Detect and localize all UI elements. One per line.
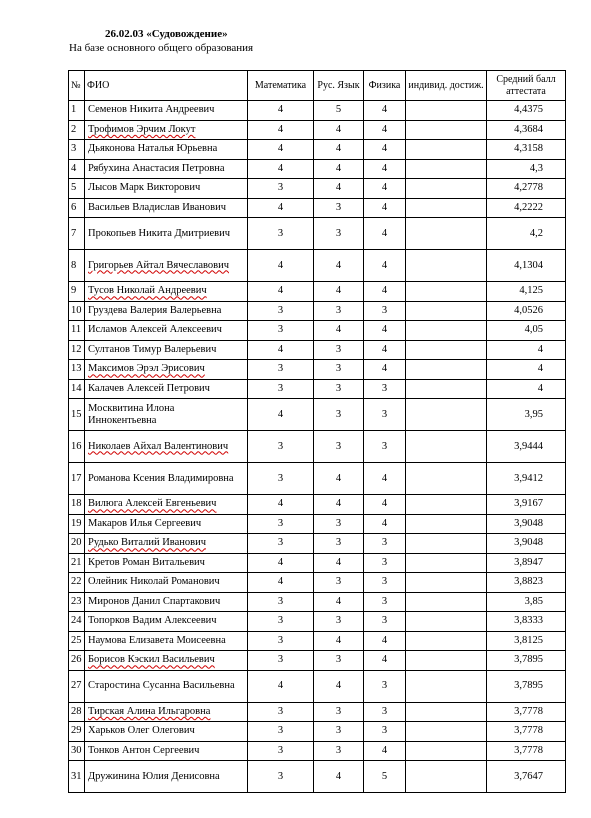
cell-physics: 4: [364, 651, 406, 671]
cell-math: 3: [248, 612, 314, 632]
cell-number: 13: [69, 360, 85, 380]
student-name-text: Борисов Кэскил Васильевич: [88, 654, 215, 666]
cell-physics: 4: [364, 463, 406, 495]
student-name-text: Трофимов Эрчим Локут: [88, 123, 196, 135]
table-row: [69, 631, 566, 651]
cell-number: 3: [69, 140, 85, 160]
student-name-text: Рудько Виталий Иванович: [88, 537, 206, 549]
cell-russian: 3: [314, 218, 364, 250]
cell-math: 3: [248, 379, 314, 399]
cell-russian: 5: [314, 101, 364, 121]
cell-physics: 3: [364, 553, 406, 573]
cell-individual-achievements: [406, 301, 487, 321]
cell-number: 16: [69, 431, 85, 463]
cell-russian: 3: [314, 651, 364, 671]
cell-math: 3: [248, 631, 314, 651]
cell-individual-achievements: [406, 702, 487, 722]
cell-physics: 3: [364, 399, 406, 431]
cell-number: 4: [69, 159, 85, 179]
cell-physics: 5: [364, 761, 406, 793]
cell-number: 17: [69, 463, 85, 495]
cell-number: 11: [69, 321, 85, 341]
cell-math: 4: [248, 495, 314, 515]
cell-physics: 3: [364, 431, 406, 463]
document-title: 26.02.03 «Судовождение»: [105, 28, 228, 40]
cell-average-score: 3,7895: [487, 651, 566, 671]
cell-russian: 4: [314, 321, 364, 341]
cell-student-name: Кретов Роман Витальевич: [85, 553, 248, 573]
cell-average-score: 3,9048: [487, 534, 566, 554]
table-row: [69, 592, 566, 612]
cell-russian: 3: [314, 722, 364, 742]
header-russian: Рус. Язык: [314, 71, 364, 101]
cell-individual-achievements: [406, 592, 487, 612]
student-name-text: Григорьев Айтал Вячеславович: [88, 259, 229, 271]
student-name-text: Тусов Николай Андреевич: [88, 285, 207, 297]
cell-average-score: 4,2222: [487, 198, 566, 218]
grades-table: [68, 70, 566, 793]
cell-physics: 4: [364, 140, 406, 160]
table-row: [69, 741, 566, 761]
cell-student-name: [85, 431, 248, 463]
cell-student-name: Наумова Елизавета Моисеевна: [85, 631, 248, 651]
cell-math: 4: [248, 120, 314, 140]
cell-student-name: [85, 702, 248, 722]
cell-individual-achievements: [406, 431, 487, 463]
cell-individual-achievements: [406, 120, 487, 140]
cell-russian: 3: [314, 573, 364, 593]
cell-student-name: Дьяконова Наталья Юрьевна: [85, 140, 248, 160]
cell-number: 8: [69, 250, 85, 282]
student-name-text: Вилюга Алексей Евгеньевич: [88, 498, 217, 510]
cell-student-name: Макаров Илья Сергеевич: [85, 514, 248, 534]
cell-individual-achievements: [406, 198, 487, 218]
cell-math: 4: [248, 282, 314, 302]
cell-student-name: Романова Ксения Владимировна: [85, 463, 248, 495]
cell-average-score: 4,0526: [487, 301, 566, 321]
cell-number: 14: [69, 379, 85, 399]
cell-student-name: [85, 120, 248, 140]
cell-physics: 4: [364, 321, 406, 341]
cell-student-name: Рябухина Анастасия Петровна: [85, 159, 248, 179]
student-name-text: Тирская Алина Ильгаровна: [88, 705, 211, 717]
cell-physics: 4: [364, 631, 406, 651]
cell-number: 6: [69, 198, 85, 218]
cell-number: 1: [69, 101, 85, 121]
cell-student-name: Олейник Николай Романович: [85, 573, 248, 593]
cell-individual-achievements: [406, 463, 487, 495]
cell-individual-achievements: [406, 761, 487, 793]
cell-number: 31: [69, 761, 85, 793]
cell-individual-achievements: [406, 360, 487, 380]
document-subtitle: На базе основного общего образования: [69, 42, 254, 54]
cell-student-name: Миронов Данил Спартакович: [85, 592, 248, 612]
cell-russian: 3: [314, 360, 364, 380]
cell-physics: 3: [364, 301, 406, 321]
cell-russian: 4: [314, 140, 364, 160]
cell-student-name: Топорков Вадим Алексеевич: [85, 612, 248, 632]
cell-physics: 3: [364, 592, 406, 612]
cell-individual-achievements: [406, 573, 487, 593]
cell-number: 7: [69, 218, 85, 250]
cell-math: 4: [248, 399, 314, 431]
cell-individual-achievements: [406, 282, 487, 302]
cell-number: 26: [69, 651, 85, 671]
cell-math: 3: [248, 651, 314, 671]
header-individual-achievements: индивид. достиж.: [406, 71, 487, 101]
cell-russian: 4: [314, 495, 364, 515]
cell-average-score: 3,95: [487, 399, 566, 431]
cell-average-score: 4,125: [487, 282, 566, 302]
cell-russian: 4: [314, 282, 364, 302]
cell-physics: 3: [364, 573, 406, 593]
cell-individual-achievements: [406, 140, 487, 160]
cell-russian: 4: [314, 670, 364, 702]
cell-individual-achievements: [406, 250, 487, 282]
cell-math: 3: [248, 463, 314, 495]
cell-physics: 4: [364, 282, 406, 302]
cell-average-score: 3,85: [487, 592, 566, 612]
cell-russian: 4: [314, 761, 364, 793]
cell-math: 3: [248, 534, 314, 554]
cell-math: 3: [248, 592, 314, 612]
cell-math: 4: [248, 573, 314, 593]
cell-math: 3: [248, 431, 314, 463]
table-row: [69, 250, 566, 282]
table-row: [69, 399, 566, 431]
cell-average-score: 3,7778: [487, 702, 566, 722]
table-row: [69, 321, 566, 341]
table-header-row: [69, 71, 566, 101]
cell-number: 24: [69, 612, 85, 632]
cell-number: 21: [69, 553, 85, 573]
student-name-text: Николаев Айхал Валентинович: [88, 440, 229, 452]
cell-individual-achievements: [406, 534, 487, 554]
cell-average-score: 4,2: [487, 218, 566, 250]
cell-number: 28: [69, 702, 85, 722]
table-row: [69, 514, 566, 534]
cell-student-name: Калачев Алексей Петрович: [85, 379, 248, 399]
cell-student-name: Исламов Алексей Алексеевич: [85, 321, 248, 341]
cell-physics: 4: [364, 179, 406, 199]
cell-student-name: [85, 651, 248, 671]
header-average-score: Средний балл аттестата: [487, 71, 566, 101]
cell-physics: 3: [364, 534, 406, 554]
cell-average-score: 3,8125: [487, 631, 566, 651]
cell-average-score: 4,1304: [487, 250, 566, 282]
table-row: [69, 379, 566, 399]
cell-math: 4: [248, 140, 314, 160]
student-name-text: Максимов Эрэл Эрисович: [88, 363, 205, 375]
cell-average-score: 4: [487, 360, 566, 380]
cell-russian: 4: [314, 120, 364, 140]
table-row: [69, 463, 566, 495]
cell-student-name: Москвитина Илона Иннокентьевна: [85, 399, 248, 431]
cell-math: 3: [248, 218, 314, 250]
cell-average-score: 3,9444: [487, 431, 566, 463]
table-row: [69, 573, 566, 593]
cell-russian: 4: [314, 592, 364, 612]
cell-physics: 4: [364, 120, 406, 140]
cell-number: 29: [69, 722, 85, 742]
cell-russian: 3: [314, 741, 364, 761]
table-row: [69, 761, 566, 793]
cell-individual-achievements: [406, 159, 487, 179]
cell-russian: 4: [314, 463, 364, 495]
cell-physics: 4: [364, 514, 406, 534]
cell-physics: 4: [364, 340, 406, 360]
cell-number: 19: [69, 514, 85, 534]
cell-number: 12: [69, 340, 85, 360]
cell-physics: 3: [364, 702, 406, 722]
cell-number: 20: [69, 534, 85, 554]
cell-number: 2: [69, 120, 85, 140]
header-number: №: [69, 71, 85, 101]
table-row: [69, 431, 566, 463]
table-row: [69, 179, 566, 199]
cell-physics: 4: [364, 101, 406, 121]
table-row: [69, 140, 566, 160]
cell-student-name: Семенов Никита Андреевич: [85, 101, 248, 121]
table-row: [69, 360, 566, 380]
cell-individual-achievements: [406, 495, 487, 515]
table-row: [69, 340, 566, 360]
table-row: [69, 159, 566, 179]
cell-math: 3: [248, 301, 314, 321]
cell-math: 4: [248, 159, 314, 179]
cell-individual-achievements: [406, 340, 487, 360]
cell-individual-achievements: [406, 612, 487, 632]
cell-student-name: Старостина Сусанна Васильевна: [85, 670, 248, 702]
cell-student-name: Тонков Антон Сергеевич: [85, 741, 248, 761]
table-row: [69, 282, 566, 302]
cell-russian: 3: [314, 379, 364, 399]
cell-individual-achievements: [406, 553, 487, 573]
cell-math: 4: [248, 670, 314, 702]
cell-student-name: Султанов Тимур Валерьевич: [85, 340, 248, 360]
cell-individual-achievements: [406, 741, 487, 761]
cell-number: 30: [69, 741, 85, 761]
cell-russian: 3: [314, 340, 364, 360]
cell-math: 4: [248, 101, 314, 121]
cell-student-name: Груздева Валерия Валерьевна: [85, 301, 248, 321]
cell-average-score: 4,4375: [487, 101, 566, 121]
cell-russian: 4: [314, 631, 364, 651]
cell-individual-achievements: [406, 179, 487, 199]
cell-student-name: [85, 495, 248, 515]
cell-math: 3: [248, 514, 314, 534]
cell-math: 3: [248, 722, 314, 742]
cell-student-name: Лысов Марк Викторович: [85, 179, 248, 199]
cell-russian: 3: [314, 514, 364, 534]
cell-russian: 3: [314, 198, 364, 218]
cell-physics: 4: [364, 159, 406, 179]
cell-physics: 4: [364, 495, 406, 515]
cell-math: 3: [248, 321, 314, 341]
cell-student-name: [85, 250, 248, 282]
cell-physics: 4: [364, 360, 406, 380]
cell-average-score: 4,3: [487, 159, 566, 179]
cell-average-score: 3,7895: [487, 670, 566, 702]
cell-average-score: 4: [487, 340, 566, 360]
cell-physics: 4: [364, 741, 406, 761]
cell-number: 22: [69, 573, 85, 593]
cell-math: 3: [248, 179, 314, 199]
cell-average-score: 4,3684: [487, 120, 566, 140]
cell-student-name: Васильев Владислав Иванович: [85, 198, 248, 218]
cell-individual-achievements: [406, 514, 487, 534]
table-row: [69, 101, 566, 121]
cell-math: 3: [248, 360, 314, 380]
cell-russian: 4: [314, 250, 364, 282]
header-physics: Физика: [364, 71, 406, 101]
cell-individual-achievements: [406, 722, 487, 742]
cell-average-score: 3,9412: [487, 463, 566, 495]
table-row: [69, 218, 566, 250]
cell-physics: 4: [364, 218, 406, 250]
cell-physics: 3: [364, 612, 406, 632]
table-row: [69, 301, 566, 321]
table-row: [69, 534, 566, 554]
cell-individual-achievements: [406, 651, 487, 671]
cell-number: 25: [69, 631, 85, 651]
cell-physics: 3: [364, 670, 406, 702]
cell-number: 23: [69, 592, 85, 612]
cell-russian: 3: [314, 534, 364, 554]
cell-student-name: [85, 534, 248, 554]
cell-russian: 3: [314, 702, 364, 722]
cell-average-score: 3,8333: [487, 612, 566, 632]
cell-student-name: Дружинина Юлия Денисовна: [85, 761, 248, 793]
cell-physics: 3: [364, 379, 406, 399]
cell-individual-achievements: [406, 379, 487, 399]
cell-average-score: 3,8947: [487, 553, 566, 573]
table-row: [69, 198, 566, 218]
cell-individual-achievements: [406, 218, 487, 250]
cell-russian: 4: [314, 553, 364, 573]
cell-number: 18: [69, 495, 85, 515]
header-math: Математика: [248, 71, 314, 101]
table-row: [69, 612, 566, 632]
cell-math: 3: [248, 702, 314, 722]
table-row: [69, 495, 566, 515]
cell-student-name: Харьков Олег Олегович: [85, 722, 248, 742]
cell-math: 4: [248, 198, 314, 218]
cell-average-score: 3,9167: [487, 495, 566, 515]
cell-average-score: 3,8823: [487, 573, 566, 593]
cell-number: 5: [69, 179, 85, 199]
cell-individual-achievements: [406, 670, 487, 702]
cell-number: 9: [69, 282, 85, 302]
cell-russian: 3: [314, 612, 364, 632]
cell-number: 15: [69, 399, 85, 431]
cell-average-score: 4,05: [487, 321, 566, 341]
table-body: [69, 101, 566, 793]
table-row: [69, 722, 566, 742]
cell-individual-achievements: [406, 101, 487, 121]
cell-average-score: 3,7778: [487, 722, 566, 742]
cell-average-score: 4,2778: [487, 179, 566, 199]
cell-russian: 4: [314, 179, 364, 199]
cell-russian: 3: [314, 301, 364, 321]
table-row: [69, 553, 566, 573]
cell-number: 10: [69, 301, 85, 321]
cell-math: 3: [248, 741, 314, 761]
table-row: [69, 120, 566, 140]
table-row: [69, 651, 566, 671]
cell-math: 3: [248, 761, 314, 793]
cell-math: 4: [248, 340, 314, 360]
cell-russian: 3: [314, 399, 364, 431]
cell-individual-achievements: [406, 321, 487, 341]
cell-average-score: 3,7778: [487, 741, 566, 761]
cell-number: 27: [69, 670, 85, 702]
header-name: ФИО: [85, 71, 248, 101]
cell-math: 4: [248, 553, 314, 573]
cell-average-score: 3,9048: [487, 514, 566, 534]
cell-physics: 3: [364, 722, 406, 742]
cell-average-score: 4,3158: [487, 140, 566, 160]
cell-math: 4: [248, 250, 314, 282]
table-row: [69, 702, 566, 722]
cell-student-name: [85, 360, 248, 380]
cell-student-name: Прокопьев Никита Дмитриевич: [85, 218, 248, 250]
table-row: [69, 670, 566, 702]
cell-physics: 4: [364, 198, 406, 218]
cell-physics: 4: [364, 250, 406, 282]
cell-student-name: [85, 282, 248, 302]
cell-russian: 4: [314, 159, 364, 179]
cell-individual-achievements: [406, 631, 487, 651]
cell-average-score: 3,7647: [487, 761, 566, 793]
cell-individual-achievements: [406, 399, 487, 431]
cell-average-score: 4: [487, 379, 566, 399]
cell-russian: 3: [314, 431, 364, 463]
